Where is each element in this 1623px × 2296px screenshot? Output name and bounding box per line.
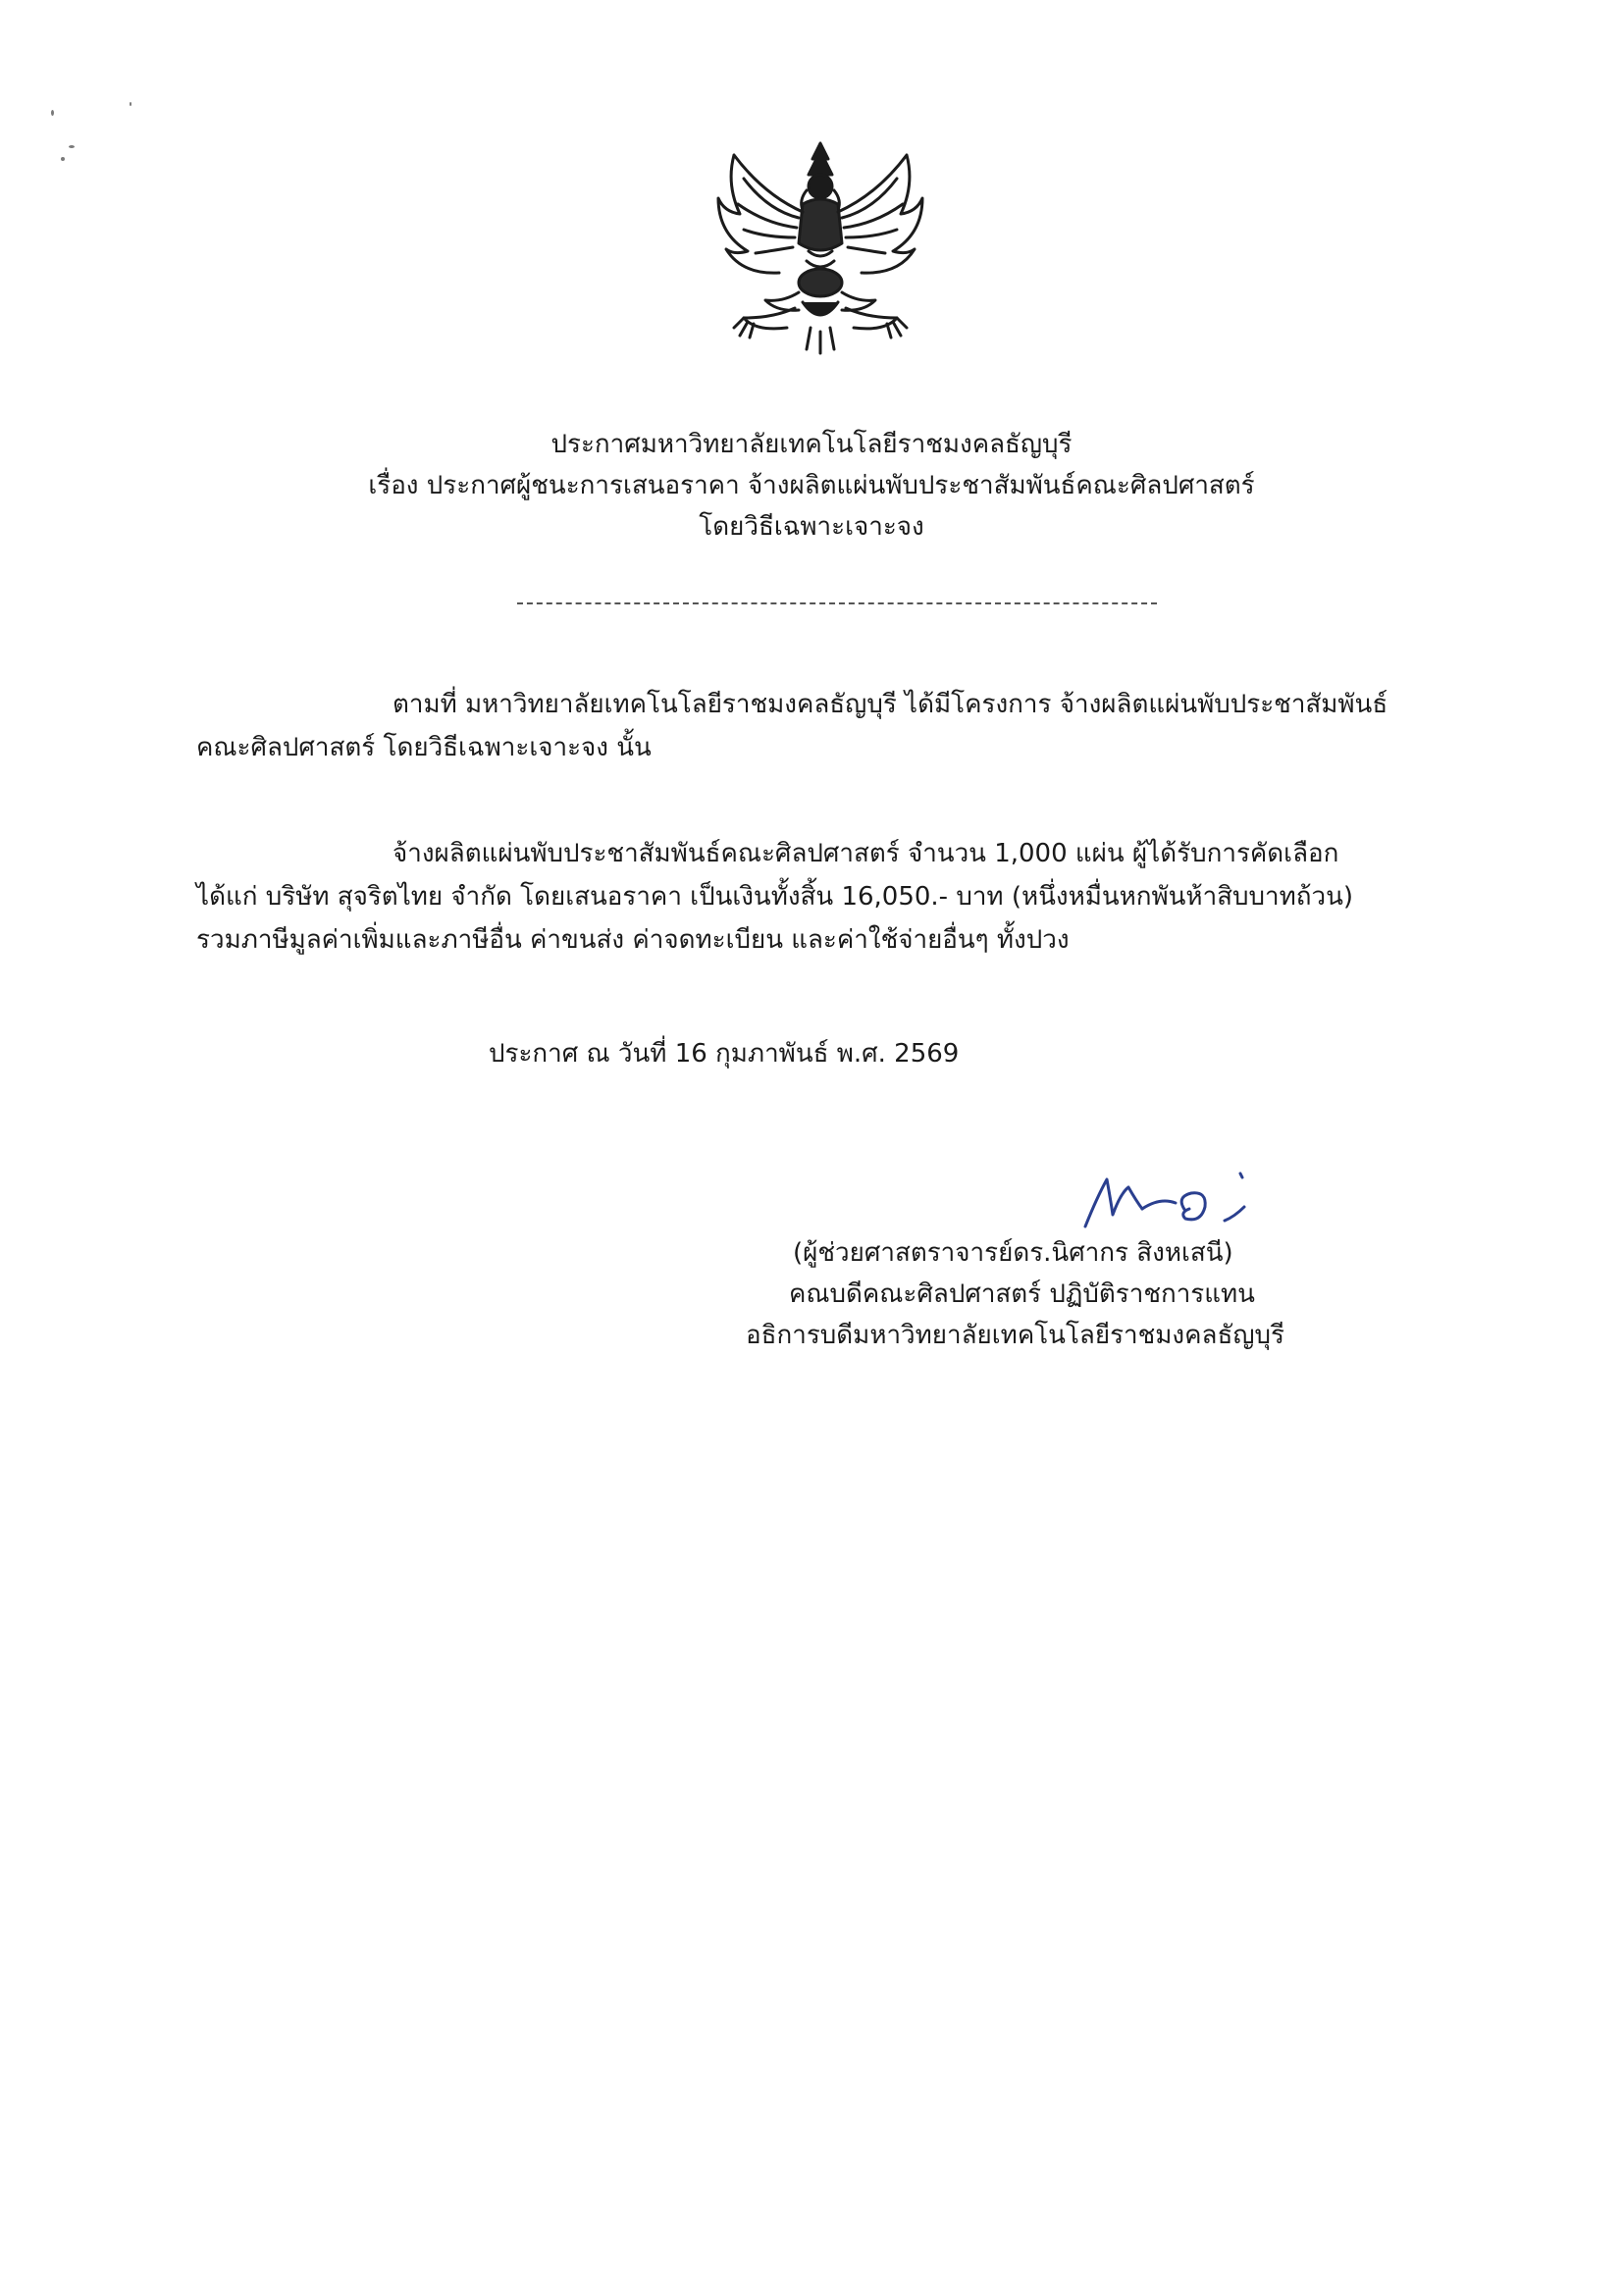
paragraph-line: คณะศิลปศาสตร์ โดยวิธีเฉพาะเจาะจง นั้น	[196, 733, 652, 762]
header-divider	[517, 602, 1157, 604]
signatory-title: คณบดีคณะศิลปศาสตร์ ปฏิบัติราชการแทน	[789, 1279, 1255, 1309]
paragraph-line: ตามที่ มหาวิทยาลัยเทคโนโลยีราชมงคลธัญบุรี ได้มีโครงการ จ้างผลิตแผ่นพับประชาสัมพันธ์	[393, 690, 1388, 719]
paragraph-line: จ้างผลิตแผ่นพับประชาสัมพันธ์คณะศิลปศาสตร์ จำนวน 1,000 แผ่น ผู้ได้รับการคัดเลือก	[393, 839, 1339, 868]
header-subject: เรื่อง ประกาศผู้ชนะการเสนอราคา จ้างผลิตแผ่นพับประชาสัมพันธ์คณะศิลปศาสตร์	[368, 471, 1255, 500]
signature-block	[746, 1232, 1335, 1356]
paragraph-intro	[196, 683, 1472, 769]
announcement-header	[0, 424, 1623, 548]
scan-speck	[51, 110, 54, 116]
announcement-date: ประกาศ ณ วันที่ 16 กุมภาพันธ์ พ.ศ. 2569	[489, 1039, 960, 1069]
scan-speck	[61, 157, 65, 161]
paragraph-line: รวมภาษีมูลค่าเพิ่มและภาษีอื่น ค่าขนส่ง ค่าจดทะเบียน และค่าใช้จ่ายอื่นๆ ทั้งปวง	[196, 925, 1070, 955]
garuda-emblem-icon	[705, 135, 936, 357]
header-method: โดยวิธีเฉพาะเจาะจง	[699, 512, 924, 542]
scan-speck	[130, 102, 131, 106]
scan-speck	[69, 145, 75, 148]
signatory-name: (ผู้ช่วยศาสตราจารย์ดร.นิศากร สิงหเสนี)	[793, 1238, 1233, 1268]
header-title: ประกาศมหาวิทยาลัยเทคโนโลยีราชมงคลธัญบุรี	[550, 430, 1073, 459]
paragraph-line: ได้แก่ บริษัท สุจริตไทย จำกัด โดยเสนอราคา เป็นเงินทั้งสิ้น 16,050.- บาท (หนึ่งหมื่นหกพันห้าสิบบาทถ้วน)	[196, 882, 1354, 912]
paragraph-award	[196, 832, 1472, 962]
handwritten-signature	[1077, 1158, 1254, 1240]
signatory-office: อธิการบดีมหาวิทยาลัยเทคโนโลยีราชมงคลธัญบุรี	[746, 1321, 1284, 1350]
